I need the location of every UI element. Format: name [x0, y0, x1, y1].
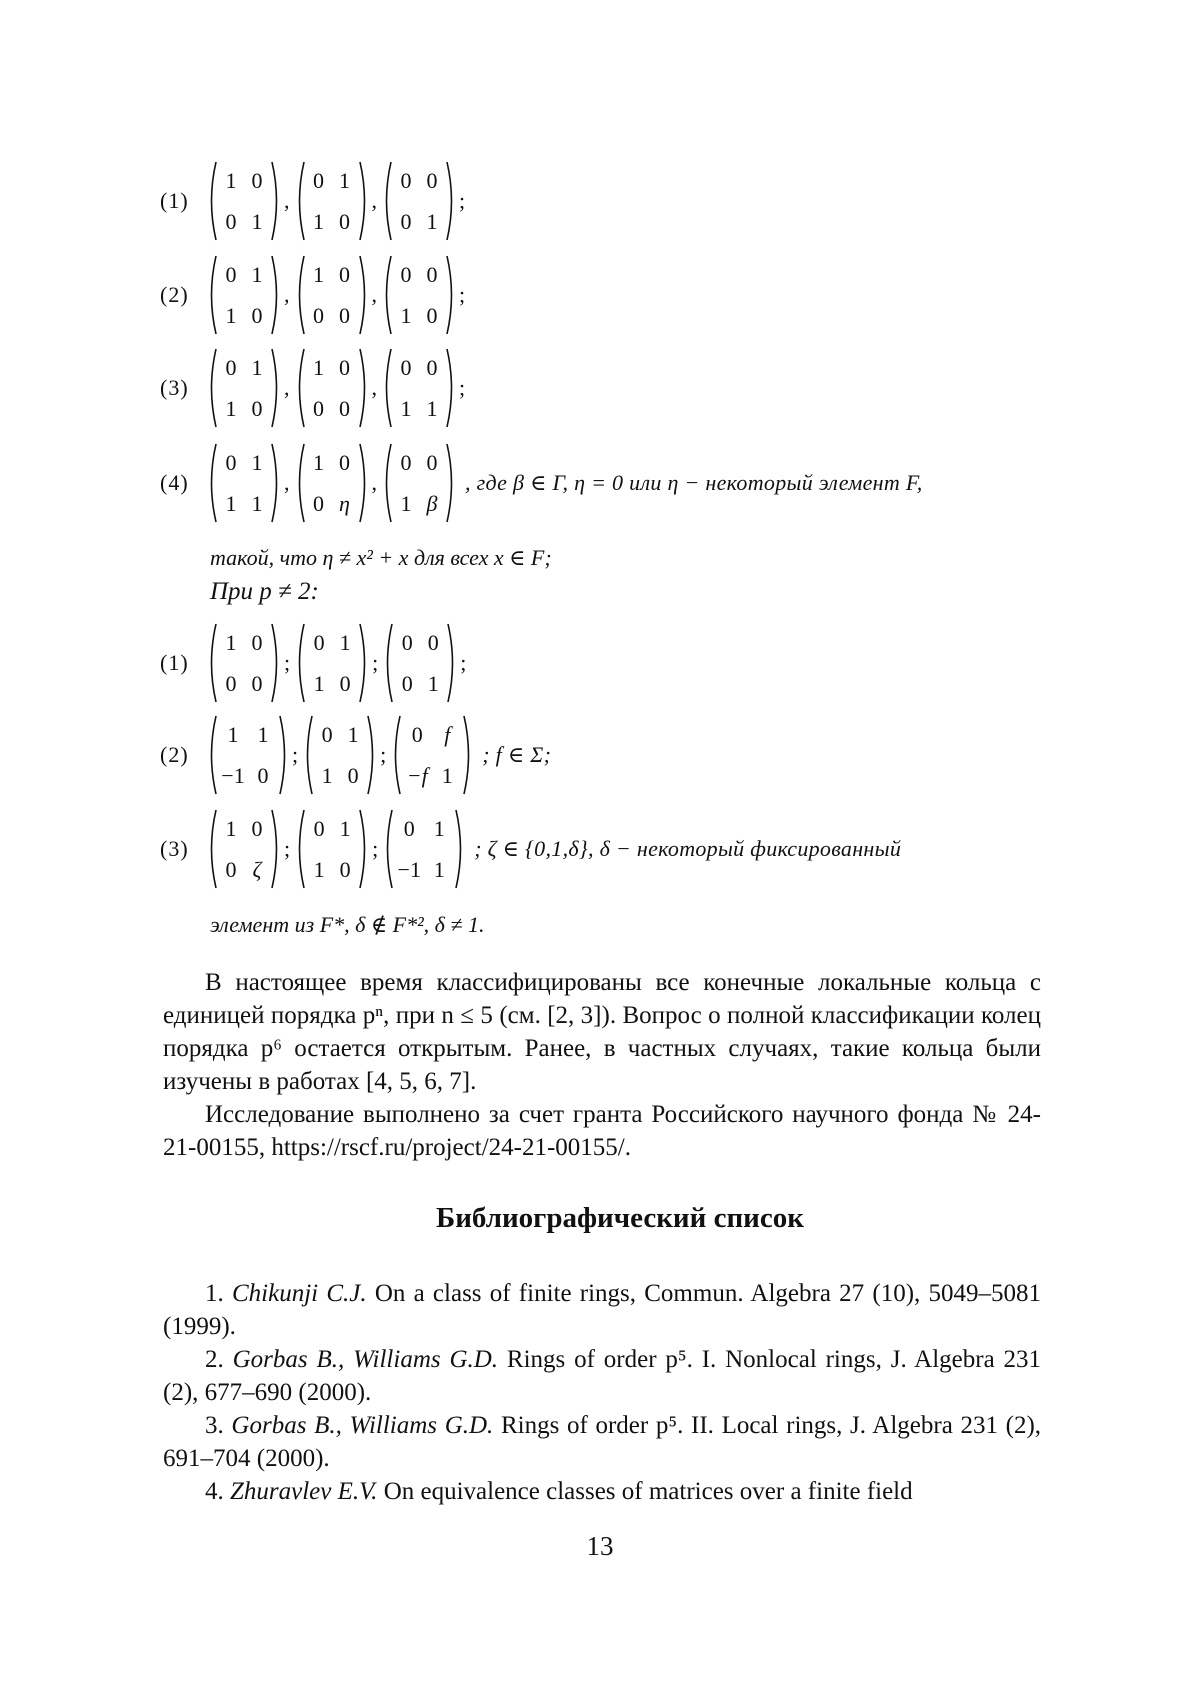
- right-paren: [278, 714, 290, 796]
- right-paren: [358, 622, 370, 704]
- matrix-entry: 0: [339, 302, 350, 328]
- left-paren: [294, 808, 306, 890]
- matrix-entry: 1: [433, 856, 445, 882]
- left-paren: [206, 254, 218, 336]
- matrix-entry: 1: [313, 670, 325, 696]
- matrix-entry: 1: [227, 721, 239, 747]
- row-condition: ;: [459, 375, 466, 400]
- matrix-entry: 1: [251, 449, 263, 475]
- matrix-row: [160, 620, 467, 706]
- matrix-entry: 0: [313, 395, 324, 421]
- case-label: (1): [160, 188, 189, 213]
- matrix: [294, 347, 370, 429]
- reference-authors: Zhuravlev E.V.: [230, 1478, 378, 1505]
- separator: ;: [284, 650, 291, 675]
- matrix-entry: 0: [400, 354, 412, 380]
- matrix-entry: 1: [313, 261, 324, 287]
- right-paren: [358, 254, 370, 336]
- matrix-entry: 0: [427, 629, 439, 655]
- matrix: [381, 160, 457, 242]
- matrix-entry: 0: [339, 208, 350, 234]
- matrix-entry: 0: [251, 815, 263, 841]
- matrix-entry: 0: [426, 167, 438, 193]
- matrix: [206, 622, 282, 704]
- matrix-entry: 1: [251, 354, 263, 380]
- matrix-entry: 0: [339, 856, 351, 882]
- row-condition: ;: [459, 188, 466, 213]
- matrix-entry: 1: [427, 670, 439, 696]
- matrix-row: [160, 158, 465, 244]
- separator: ;: [292, 742, 299, 767]
- matrix-entry: 0: [257, 762, 269, 788]
- right-paren: [358, 160, 370, 242]
- right-paren: [454, 808, 466, 890]
- page-number: 13: [586, 1531, 614, 1561]
- matrix-entry: 1: [321, 762, 333, 788]
- matrix-entry: 1: [433, 815, 445, 841]
- matrix: [381, 442, 457, 524]
- matrix-entry: 0: [225, 208, 237, 234]
- left-paren: [382, 808, 394, 890]
- matrix-entry: 1: [225, 490, 237, 516]
- case-label: (3): [160, 375, 189, 400]
- left-paren: [294, 622, 306, 704]
- reference-list: [163, 1277, 1041, 1508]
- matrix-entry: 1: [313, 354, 324, 380]
- left-paren: [294, 254, 306, 336]
- left-paren: [390, 714, 402, 796]
- matrix: [382, 622, 458, 704]
- matrix-entry: 0: [339, 670, 351, 696]
- matrix: [302, 714, 378, 796]
- right-paren: [270, 254, 282, 336]
- matrix-entry: 1: [225, 167, 237, 193]
- row-condition: ;: [460, 650, 467, 675]
- matrix-entry: 0: [225, 449, 237, 475]
- left-paren: [294, 442, 306, 524]
- matrix: [206, 442, 282, 524]
- left-paren: [206, 714, 218, 796]
- matrix-entry: 1: [313, 208, 324, 234]
- matrix: [390, 714, 474, 796]
- matrix: [294, 808, 370, 890]
- matrix-entry: ζ: [252, 856, 262, 882]
- matrix-entry: 0: [225, 261, 237, 287]
- reference-authors: Gorbas B., Williams G.D.: [232, 1346, 499, 1373]
- matrix: [294, 160, 370, 242]
- matrix-entry: 0: [225, 856, 237, 882]
- right-paren: [366, 714, 378, 796]
- row-condition: ; f ∈ Σ;: [482, 742, 552, 767]
- case-label: (3): [160, 836, 189, 861]
- left-paren: [381, 160, 393, 242]
- right-paren: [462, 714, 474, 796]
- matrix-entry: 0: [411, 721, 423, 747]
- matrix-entry: 1: [313, 449, 324, 475]
- left-paren: [294, 347, 306, 429]
- matrix-entry: −1: [397, 856, 421, 882]
- separator: ;: [372, 650, 379, 675]
- row-condition: ;: [459, 282, 466, 307]
- separator: ,: [284, 188, 290, 213]
- left-paren: [206, 808, 218, 890]
- matrix-entry: 0: [313, 629, 325, 655]
- separator: ,: [371, 188, 377, 213]
- matrix-entry: 1: [339, 629, 351, 655]
- separator: ;: [284, 836, 291, 861]
- matrix-entry: f: [444, 721, 451, 747]
- separator: ,: [284, 470, 290, 495]
- matrix-row: [160, 712, 551, 798]
- right-paren: [445, 254, 457, 336]
- matrix-entry: 1: [426, 208, 438, 234]
- left-paren: [381, 347, 393, 429]
- right-paren: [270, 442, 282, 524]
- matrix-entry: 1: [400, 395, 412, 421]
- matrix-row: [160, 345, 465, 431]
- matrix-entry: 0: [225, 670, 237, 696]
- matrix-entry: 0: [426, 449, 438, 475]
- list-continuation-line: элемент из F*, δ ∉ F*², δ ≠ 1.: [210, 912, 485, 937]
- matrix: [294, 442, 370, 524]
- matrix: [206, 347, 282, 429]
- matrix-entry: 1: [400, 490, 412, 516]
- matrix-entry: 0: [339, 449, 350, 475]
- matrix-entry: 1: [426, 395, 438, 421]
- matrix-entry: 1: [339, 815, 351, 841]
- matrix-entry: 1: [225, 629, 237, 655]
- right-paren: [270, 160, 282, 242]
- matrix-entry: 1: [225, 815, 237, 841]
- matrix-entry: 0: [251, 167, 263, 193]
- separator: ,: [371, 282, 377, 307]
- list-continuation-line: такой, что η ≠ x² + x для всех x ∈ F;: [210, 545, 552, 570]
- right-paren: [445, 347, 457, 429]
- left-paren: [302, 714, 314, 796]
- left-paren: [381, 442, 393, 524]
- matrix-row: [160, 440, 923, 526]
- matrix: [206, 254, 282, 336]
- matrix-entry: −f: [406, 762, 428, 788]
- separator: ,: [284, 282, 290, 307]
- matrix-entry: 0: [313, 167, 324, 193]
- matrix-entry: 0: [251, 302, 263, 328]
- matrix-entry: 0: [426, 354, 438, 380]
- case-label: (2): [160, 742, 189, 767]
- matrix-entry: 0: [251, 395, 263, 421]
- matrix-entry: 0: [251, 629, 263, 655]
- reference-authors: Gorbas B., Williams G.D.: [231, 1412, 494, 1439]
- separator: ,: [284, 375, 290, 400]
- right-paren: [270, 622, 282, 704]
- left-paren: [206, 160, 218, 242]
- right-paren: [270, 347, 282, 429]
- right-paren: [270, 808, 282, 890]
- left-paren: [382, 622, 394, 704]
- matrix-entry: 1: [257, 721, 269, 747]
- right-paren: [358, 808, 370, 890]
- left-paren: [381, 254, 393, 336]
- matrix-entry: 1: [441, 762, 453, 788]
- matrix-entry: η: [339, 490, 350, 516]
- matrix-entry: 0: [313, 490, 324, 516]
- matrix-entry: 0: [339, 354, 350, 380]
- matrix: [294, 622, 370, 704]
- separator: ;: [372, 836, 379, 861]
- case-label: (1): [160, 650, 189, 675]
- matrix-entry: 0: [313, 302, 324, 328]
- paragraph: Исследование выполнено за счет гранта Российского научного фонда № 24-21-00155, https://rscf.ru/project/24-21-00155/.: [163, 1101, 1041, 1161]
- matrix-entry: 1: [313, 856, 325, 882]
- matrix-entry: 0: [347, 762, 359, 788]
- matrix-entry: 0: [426, 261, 438, 287]
- matrix-entry: 0: [400, 167, 412, 193]
- matrix-entry: 1: [251, 261, 263, 287]
- matrix-entry: 1: [347, 721, 359, 747]
- matrix-entry: 1: [251, 490, 263, 516]
- matrix-entry: 0: [426, 302, 438, 328]
- matrix-entry: 1: [339, 167, 350, 193]
- matrix-entry: 0: [400, 449, 412, 475]
- matrix-entry: 0: [321, 721, 333, 747]
- reference-item: 4. Zhuravlev E.V. On equivalence classes of matrices over a finite field: [205, 1478, 913, 1505]
- matrix-entry: 1: [225, 302, 237, 328]
- right-paren: [445, 160, 457, 242]
- matrix: [382, 808, 466, 890]
- matrix-entry: 0: [400, 208, 412, 234]
- reference-item: 3. Gorbas B., Williams G.D. Rings of order p⁵. II. Local rings, J. Algebra 231 (2), 691–704 (2000).: [163, 1412, 1042, 1472]
- left-paren: [206, 347, 218, 429]
- row-condition: ; ζ ∈ {0,1,δ}, δ − некоторый фиксированный: [474, 836, 902, 861]
- matrix: [381, 347, 457, 429]
- matrix-entry: 0: [313, 815, 325, 841]
- matrix-entry: 0: [403, 815, 415, 841]
- case-label: (4): [160, 470, 189, 495]
- left-paren: [206, 442, 218, 524]
- body-text: [163, 966, 1041, 1164]
- matrix-entry: β: [426, 490, 438, 516]
- matrix-entry: 1: [225, 395, 237, 421]
- matrix: [206, 160, 282, 242]
- separator: ,: [371, 470, 377, 495]
- matrix-entry: 0: [401, 629, 413, 655]
- bibliography-heading: Библиографический список: [436, 1202, 804, 1234]
- matrix-row: [160, 252, 465, 338]
- right-paren: [446, 622, 458, 704]
- matrix-entry: 0: [401, 670, 413, 696]
- matrix-entry: 0: [225, 354, 237, 380]
- reference-item: 2. Gorbas B., Williams G.D. Rings of order p⁵. I. Nonlocal rings, J. Algebra 231 (2), 677–690 (2000).: [163, 1346, 1042, 1406]
- matrix: [294, 254, 370, 336]
- matrix-entry: 0: [339, 395, 350, 421]
- matrix-entry: 1: [400, 302, 412, 328]
- left-paren: [294, 160, 306, 242]
- paragraph: В настоящее время классифицированы все конечные локальные кольца с единицей порядка pⁿ, при n ≤ 5 (см. [2, 3]). Вопрос о полной классификации колец порядка p⁶ остается открытым. Ранее, в частных случаях, такие кольца были изучены в работах [4, 5, 6, 7].: [163, 969, 1041, 1095]
- right-paren: [358, 347, 370, 429]
- case-label: (2): [160, 282, 189, 307]
- matrix-entry: 0: [400, 261, 412, 287]
- reference-item: 1. Chikunji C.J. On a class of finite rings, Commun. Algebra 27 (10), 5049–5081 (1999).: [163, 1280, 1042, 1340]
- right-paren: [358, 442, 370, 524]
- separator: ;: [380, 742, 387, 767]
- matrix-entry: −1: [221, 762, 245, 788]
- matrix: [206, 714, 290, 796]
- matrix-entry: 0: [251, 670, 263, 696]
- reference-authors: Chikunji C.J.: [231, 1280, 367, 1307]
- matrix-row: [160, 806, 901, 892]
- matrix-entry: 1: [251, 208, 263, 234]
- matrix-entry: 0: [339, 261, 350, 287]
- matrix: [381, 254, 457, 336]
- matrix: [206, 808, 282, 890]
- left-paren: [206, 622, 218, 704]
- row-condition: , где β ∈ Γ, η = 0 или η − некоторый элемент F,: [465, 470, 923, 495]
- right-paren: [445, 442, 457, 524]
- case-heading: При p ≠ 2:: [210, 578, 319, 605]
- separator: ,: [371, 375, 377, 400]
